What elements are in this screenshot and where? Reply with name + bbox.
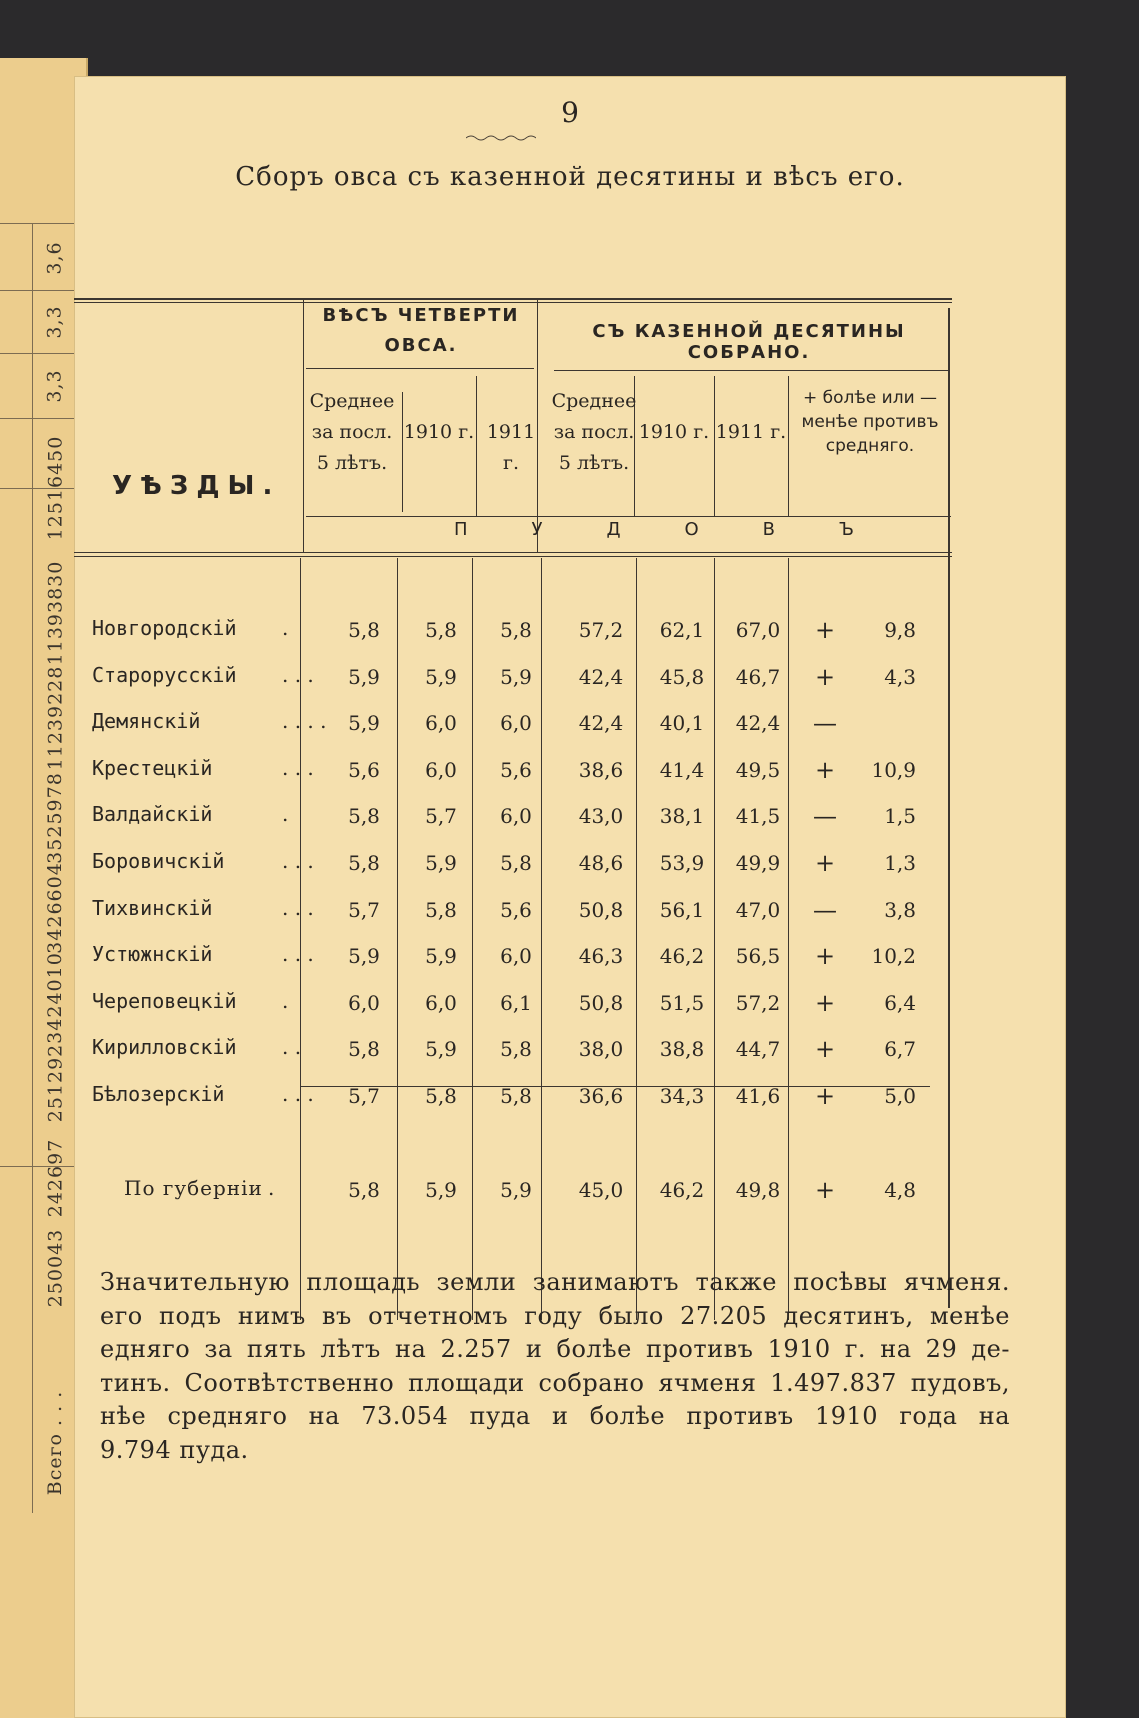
prev-page-value: 251292 bbox=[44, 1043, 66, 1123]
ornament-rule bbox=[466, 134, 536, 142]
difference-value: 9,8 bbox=[884, 618, 916, 642]
document-page bbox=[74, 76, 1066, 1718]
cell-y1911: 46,7 bbox=[735, 665, 781, 689]
cell-w1911: 6,0 bbox=[500, 804, 532, 828]
table-title: Сборъ овса съ казенной десятины и вѣсъ его. bbox=[235, 162, 905, 192]
leader-dots: . bbox=[282, 616, 289, 640]
cell-w1910: 5,7 bbox=[425, 804, 457, 828]
cell-w1911: 5,6 bbox=[500, 898, 532, 922]
prev-page-value: 3,3 bbox=[44, 369, 66, 403]
leader-dots: . bbox=[268, 1176, 275, 1200]
cell-y1910: 53,9 bbox=[659, 851, 705, 875]
table-row bbox=[92, 756, 952, 796]
cell-w-avg: 5,9 bbox=[348, 665, 380, 689]
cell-y-avg: 42,4 bbox=[578, 711, 624, 735]
difference-sign: + bbox=[814, 1176, 836, 1204]
difference-sign: + bbox=[814, 1035, 836, 1063]
paragraph-line: тинъ. Соотвѣтственно площади собрано ячменя 1.497.837 пудовъ, bbox=[100, 1368, 1010, 1397]
difference-value: 10,2 bbox=[871, 944, 916, 968]
prev-page-value: 250043 bbox=[44, 1228, 66, 1308]
cell-y1911: 42,4 bbox=[735, 711, 781, 735]
column-header-uezdy: УѢЗДЫ. bbox=[112, 471, 281, 501]
difference-value: 3,8 bbox=[884, 898, 916, 922]
subheader-weight-1910: 1910 г. bbox=[403, 421, 475, 443]
cell-w1910: 6,0 bbox=[425, 758, 457, 782]
uezd-name: Тихвинскій bbox=[92, 896, 213, 920]
prev-page-value: 11239228 bbox=[44, 665, 66, 771]
paragraph-line: 9.794 пуда. bbox=[100, 1435, 249, 1464]
uezd-name: Старорусскій bbox=[92, 663, 237, 687]
cell-y1910: 34,3 bbox=[659, 1084, 705, 1108]
cell-y-avg: 50,8 bbox=[578, 991, 624, 1015]
difference-sign: + bbox=[814, 616, 836, 644]
table-row bbox=[92, 849, 952, 889]
cell-y1910: 62,1 bbox=[659, 618, 705, 642]
cell-y-avg: 38,0 bbox=[578, 1037, 624, 1061]
cell-w1911: 5,6 bbox=[500, 758, 532, 782]
uezd-name: Бѣлозерскій bbox=[92, 1082, 225, 1106]
prev-page-value: 3525978 bbox=[44, 772, 66, 864]
cell-y-avg: 43,0 bbox=[578, 804, 624, 828]
cell-y1911: 56,5 bbox=[735, 944, 781, 968]
cell-y1910: 46,2 bbox=[659, 944, 705, 968]
cell-y1911: 49,9 bbox=[735, 851, 781, 875]
difference-value: 4,8 bbox=[884, 1178, 916, 1202]
difference-value: 1,3 bbox=[884, 851, 916, 875]
subheader-yield-average: Среднее за посл. 5 лѣтъ. bbox=[551, 390, 637, 474]
cell-y1911: 57,2 bbox=[735, 991, 781, 1015]
paragraph-line: едняго за пять лѣтъ на 2.257 и болѣе противъ 1910 г. на 29 де- bbox=[100, 1335, 1010, 1363]
cell-w1910: 5,8 bbox=[425, 1084, 457, 1108]
cell-w1910: 6,0 bbox=[425, 991, 457, 1015]
body-paragraph bbox=[100, 1266, 1010, 1467]
cell-w-avg: 5,8 bbox=[348, 804, 380, 828]
cell-y1911: 44,7 bbox=[735, 1037, 781, 1061]
oats-table bbox=[74, 216, 954, 1246]
difference-sign: — bbox=[813, 709, 837, 737]
cell-y1910: 41,4 bbox=[659, 758, 705, 782]
table-row bbox=[92, 709, 952, 749]
difference-value: 6,7 bbox=[884, 1037, 916, 1061]
page-number: 9 bbox=[561, 96, 579, 129]
uezd-name: Демянскій bbox=[92, 709, 201, 733]
cell-w-avg: 5,8 bbox=[348, 851, 380, 875]
cell-w1911: 5,8 bbox=[500, 618, 532, 642]
uezd-name: Валдайскій bbox=[92, 802, 213, 826]
cell-y-avg: 57,2 bbox=[578, 618, 624, 642]
cell-w1910: 5,9 bbox=[425, 944, 457, 968]
cell-y1910: 51,5 bbox=[659, 991, 705, 1015]
subheader-difference: + болѣе или — менѣе противъ средняго. bbox=[801, 388, 939, 456]
cell-y1911: 41,6 bbox=[735, 1084, 781, 1108]
difference-sign: + bbox=[814, 756, 836, 784]
difference-value: 1,5 bbox=[884, 804, 916, 828]
difference-value: 4,3 bbox=[884, 665, 916, 689]
prev-page-value: 3426604 bbox=[44, 862, 66, 954]
prev-page-total: Всего . . . bbox=[44, 1390, 67, 1496]
cell-w1910: 5,8 bbox=[425, 898, 457, 922]
cell-w1910: 5,9 bbox=[425, 665, 457, 689]
cell-y-avg: 38,6 bbox=[578, 758, 624, 782]
cell-w1910: 6,0 bbox=[425, 711, 457, 735]
cell-y-avg: 36,6 bbox=[578, 1084, 624, 1108]
cell-w-avg: 5,7 bbox=[348, 898, 380, 922]
prev-page-value: 3,6 bbox=[44, 241, 66, 275]
prev-page-value: 3424010 bbox=[44, 952, 66, 1044]
prev-page-value: 3,3 bbox=[44, 305, 66, 339]
group-header-weight: ВѢСЪ ЧЕТВЕРТИ ОВСА. bbox=[322, 305, 520, 356]
cell-y-avg: 45,0 bbox=[578, 1178, 624, 1202]
cell-w-avg: 5,8 bbox=[348, 1178, 380, 1202]
cell-w1911: 5,8 bbox=[500, 1084, 532, 1108]
subheader-yield-1911: 1911 г. bbox=[715, 421, 787, 443]
leader-dots: . . . bbox=[282, 896, 314, 920]
leader-dots: . . . bbox=[282, 942, 314, 966]
table-row bbox=[92, 616, 952, 656]
cell-w1910: 5,8 bbox=[425, 618, 457, 642]
total-row bbox=[92, 1176, 952, 1216]
cell-w1910: 5,9 bbox=[425, 851, 457, 875]
difference-sign: + bbox=[814, 1082, 836, 1110]
subheader-yield-1910: 1910 г. bbox=[638, 421, 710, 443]
table-row bbox=[92, 896, 952, 936]
cell-w-avg: 6,0 bbox=[348, 991, 380, 1015]
subheader-weight-average: Среднее за посл. 5 лѣтъ. bbox=[309, 390, 395, 474]
cell-y1911: 49,8 bbox=[735, 1178, 781, 1202]
difference-sign: + bbox=[814, 942, 836, 970]
cell-w-avg: 5,8 bbox=[348, 1037, 380, 1061]
leader-dots: . . . bbox=[282, 663, 314, 687]
cell-y1910: 38,1 bbox=[659, 804, 705, 828]
cell-w-avg: 5,6 bbox=[348, 758, 380, 782]
difference-value: 5,0 bbox=[884, 1084, 916, 1108]
uezd-name: Кирилловскій bbox=[92, 1035, 237, 1059]
cell-w1911: 6,0 bbox=[500, 711, 532, 735]
cell-y1910: 40,1 bbox=[659, 711, 705, 735]
leader-dots: . . bbox=[282, 1035, 302, 1059]
cell-y-avg: 48,6 bbox=[578, 851, 624, 875]
uezd-name: Боровичскій bbox=[92, 849, 225, 873]
table-row bbox=[92, 802, 952, 842]
prev-page-value: 11393830 bbox=[44, 560, 66, 666]
table-row bbox=[92, 942, 952, 982]
cell-w-avg: 5,9 bbox=[348, 711, 380, 735]
cell-w1911: 5,8 bbox=[500, 1037, 532, 1061]
cell-y-avg: 46,3 bbox=[578, 944, 624, 968]
cell-y1910: 38,8 bbox=[659, 1037, 705, 1061]
uezd-name: Крестецкій bbox=[92, 756, 213, 780]
table-row bbox=[92, 1035, 952, 1075]
cell-w1911: 5,8 bbox=[500, 851, 532, 875]
cell-y1911: 49,5 bbox=[735, 758, 781, 782]
cell-w-avg: 5,7 bbox=[348, 1084, 380, 1108]
uezd-name: Устюжнскій bbox=[92, 942, 213, 966]
leader-dots: . . . . bbox=[282, 709, 327, 733]
cell-w1911: 6,0 bbox=[500, 944, 532, 968]
paragraph-line: его подъ нимъ въ отчетномъ году было 27.205 десятинъ, менѣе bbox=[100, 1301, 1010, 1330]
difference-sign: + bbox=[814, 663, 836, 691]
difference-value: 10,9 bbox=[871, 758, 916, 782]
cell-w1911: 5,9 bbox=[500, 665, 532, 689]
cell-w1910: 5,9 bbox=[425, 1178, 457, 1202]
cell-y-avg: 42,4 bbox=[578, 665, 624, 689]
subheader-weight-1911: 1911 г. bbox=[486, 421, 536, 474]
leader-dots: . bbox=[282, 989, 289, 1013]
difference-sign: + bbox=[814, 989, 836, 1017]
table-row bbox=[92, 1082, 952, 1122]
difference-value: 6,4 bbox=[884, 991, 916, 1015]
cell-y1911: 67,0 bbox=[735, 618, 781, 642]
cell-w1911: 5,9 bbox=[500, 1178, 532, 1202]
table-row bbox=[92, 663, 952, 703]
uezd-name: Череповецкій bbox=[92, 989, 237, 1013]
cell-w-avg: 5,9 bbox=[348, 944, 380, 968]
total-label: По губерніи bbox=[124, 1176, 263, 1200]
cell-y1910: 56,1 bbox=[659, 898, 705, 922]
cell-y1910: 46,2 bbox=[659, 1178, 705, 1202]
difference-sign: + bbox=[814, 849, 836, 877]
cell-y1911: 47,0 bbox=[735, 898, 781, 922]
cell-w1910: 5,9 bbox=[425, 1037, 457, 1061]
prev-page-value: 12516450 bbox=[44, 435, 66, 541]
leader-dots: . . . bbox=[282, 756, 314, 780]
uezd-name: Новгородскій bbox=[92, 616, 237, 640]
unit-label-pudov: П У Д О В Ъ bbox=[454, 519, 854, 540]
paragraph-line: нѣе средняго на 73.054 пуда и болѣе противъ 1910 года на bbox=[100, 1402, 1010, 1430]
leader-dots: . . . bbox=[282, 849, 314, 873]
leader-dots: . bbox=[282, 802, 289, 826]
difference-sign: — bbox=[813, 802, 837, 830]
leader-dots: . . . bbox=[282, 1082, 314, 1106]
paragraph-line: Значительную площадь земли занимаютъ также посѣвы ячменя. bbox=[100, 1268, 1010, 1296]
cell-y-avg: 50,8 bbox=[578, 898, 624, 922]
cell-w-avg: 5,8 bbox=[348, 618, 380, 642]
group-header-yield: СЪ КАЗЕННОЙ ДЕСЯТИНЫ СОБРАНО. bbox=[592, 321, 906, 363]
cell-w1911: 6,1 bbox=[500, 991, 532, 1015]
prev-page-value: 242697 bbox=[44, 1138, 66, 1218]
difference-sign: — bbox=[813, 896, 837, 924]
cell-y1910: 45,8 bbox=[659, 665, 705, 689]
table-row bbox=[92, 989, 952, 1029]
cell-y1911: 41,5 bbox=[735, 804, 781, 828]
